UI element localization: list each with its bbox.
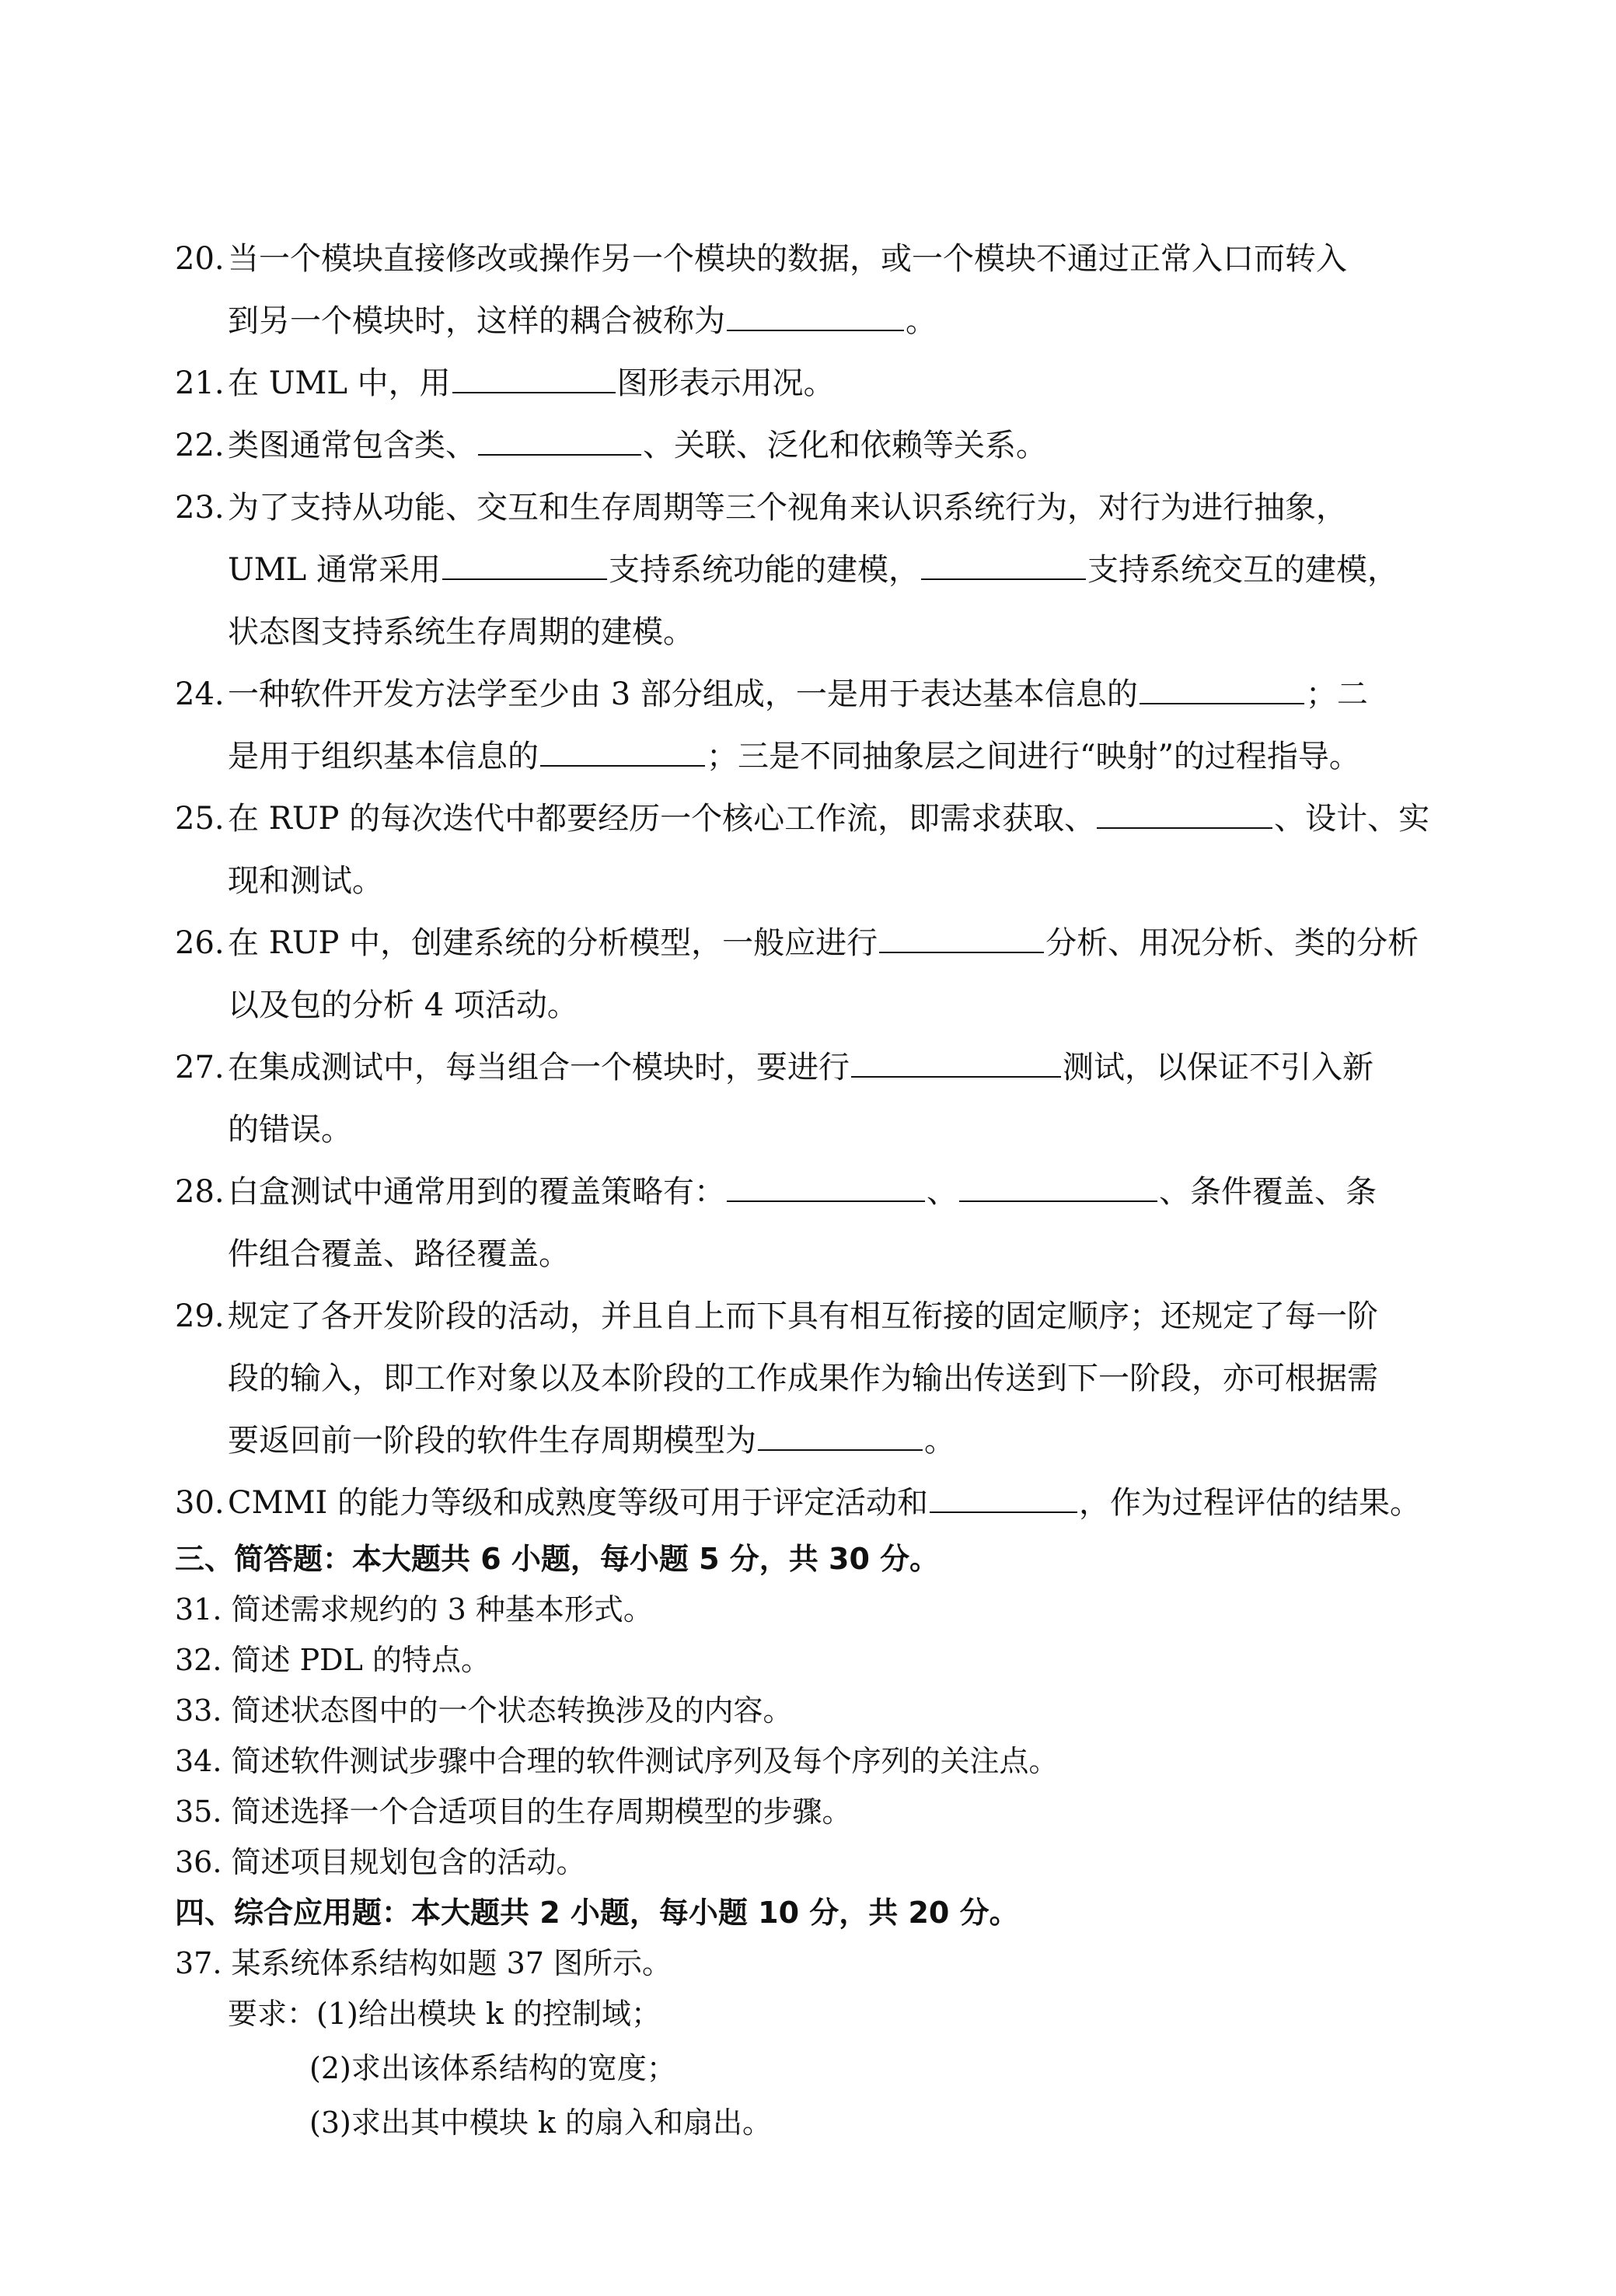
question-number: 29.	[175, 1298, 225, 1334]
question-text: 。	[906, 303, 937, 339]
question-text: 规定了各开发阶段的活动，并且自上而下具有相互衔接的固定顺序；还规定了每一阶	[228, 1298, 1378, 1334]
question-29-line3: 要返回前一阶段的软件生存周期模型为 。	[228, 1423, 955, 1459]
section-heading-application: 四、综合应用题：本大题共 2 小题，每小题 10 分，共 20 分。	[175, 1896, 1019, 1930]
question-37: 37. 某系统体系结构如题 37 图所示。	[175, 1946, 672, 1980]
answer-blank	[478, 428, 641, 456]
question-number: 22.	[175, 428, 225, 463]
question-20	[175, 239, 1347, 278]
answer-blank	[1097, 801, 1272, 829]
section-heading-short-answer: 三、简答题：本大题共 6 小题，每小题 5 分，共 30 分。	[175, 1542, 940, 1576]
question-number: 20.	[175, 241, 225, 277]
answer-blank	[758, 1423, 923, 1451]
question-35: 35. 简述选择一个合适项目的生存周期模型的步骤。	[175, 1795, 852, 1829]
question-32: 32. 简述 PDL 的特点。	[175, 1643, 490, 1677]
question-number: 21.	[175, 365, 225, 401]
question-29	[175, 1297, 1378, 1336]
question-22	[175, 426, 1047, 465]
question-text: 在 RUP 中，创建系统的分析模型，一般应进行 分析、用况分析、类的分析	[228, 925, 1419, 961]
question-29-line2: 段的输入，即工作对象以及本阶段的工作成果作为输出传送到下一阶段，亦可根据需	[228, 1361, 1378, 1396]
question-text: 白盒测试中通常用到的覆盖策略有： 、 、条件覆盖、条	[228, 1174, 1377, 1210]
question-37-requirement-1: 要求：(1)给出模块 k 的控制域；	[228, 1997, 661, 2031]
question-number: 23.	[175, 490, 225, 526]
question-23-line3: 状态图支持系统生存周期的建模。	[228, 614, 694, 650]
question-text: 为了支持从功能、交互和生存周期等三个视角来认识系统行为，对行为进行抽象，	[228, 490, 1347, 526]
question-text: 当一个模块直接修改或操作另一个模块的数据，或一个模块不通过正常入口而转入	[228, 241, 1347, 277]
question-25	[175, 799, 1430, 838]
question-27-line2: 的错误。	[228, 1112, 352, 1148]
question-number: 26.	[175, 925, 225, 961]
question-31: 31. 简述需求规约的 3 种基本形式。	[175, 1592, 653, 1627]
answer-blank	[851, 1050, 1061, 1078]
answer-blank	[442, 552, 607, 580]
question-30	[175, 1483, 1422, 1522]
question-20-line2	[228, 302, 937, 341]
question-text: 在集成测试中，每当组合一个模块时，要进行 测试，以保证不引入新	[228, 1050, 1373, 1085]
question-text: CMMI 的能力等级和成熟度等级可用于评定活动和 ，作为过程评估的结果。	[228, 1485, 1422, 1521]
answer-blank	[930, 1485, 1077, 1513]
question-text: 在 RUP 的每次迭代中都要经历一个核心工作流，即需求获取、 、设计、实	[228, 801, 1430, 837]
question-21	[175, 364, 835, 403]
question-28	[175, 1172, 1377, 1211]
question-text: 到另一个模块时，这样的耦合被称为	[228, 303, 725, 339]
answer-blank	[727, 1174, 925, 1202]
question-36: 36. 简述项目规划包含的活动。	[175, 1845, 586, 1879]
question-text: 类图通常包含类、 、关联、泛化和依赖等关系。	[228, 428, 1047, 463]
question-26-line2: 以及包的分析 4 项活动。	[228, 987, 578, 1023]
answer-blank	[1140, 676, 1304, 704]
question-33: 33. 简述状态图中的一个状态转换涉及的内容。	[175, 1693, 793, 1728]
answer-blank	[879, 925, 1044, 953]
question-25-line2: 现和测试。	[228, 863, 383, 899]
question-37-requirement-3: (3)求出其中模块 k 的扇入和扇出。	[309, 2106, 773, 2140]
answer-blank	[959, 1174, 1157, 1202]
question-26	[175, 924, 1419, 963]
answer-blank	[921, 552, 1086, 580]
question-34: 34. 简述软件测试步骤中合理的软件测试序列及每个序列的关注点。	[175, 1744, 1059, 1778]
question-number: 25.	[175, 801, 225, 837]
answer-blank	[452, 365, 616, 393]
question-number: 30.	[175, 1485, 225, 1521]
question-text: 在 UML 中，用 图形表示用况。	[228, 365, 835, 401]
answer-blank	[727, 303, 904, 331]
question-23-line2: UML 通常采用 支持系统功能的建模， 支持系统交互的建模，	[228, 552, 1398, 588]
question-24-line2: 是用于组织基本信息的 ；三是不同抽象层之间进行“映射”的过程指导。	[228, 739, 1360, 774]
question-37-requirement-2: (2)求出该体系结构的宽度；	[309, 2051, 676, 2085]
question-24	[175, 675, 1368, 714]
question-number: 24.	[175, 676, 225, 712]
question-text: 一种软件开发方法学至少由 3 部分组成，一是用于表达基本信息的 ；二	[228, 676, 1368, 712]
question-27	[175, 1048, 1373, 1087]
question-number: 27.	[175, 1050, 225, 1085]
answer-blank	[540, 739, 705, 767]
question-28-line2: 件组合覆盖、路径覆盖。	[228, 1236, 570, 1272]
question-number: 28.	[175, 1174, 225, 1210]
question-23	[175, 488, 1347, 527]
